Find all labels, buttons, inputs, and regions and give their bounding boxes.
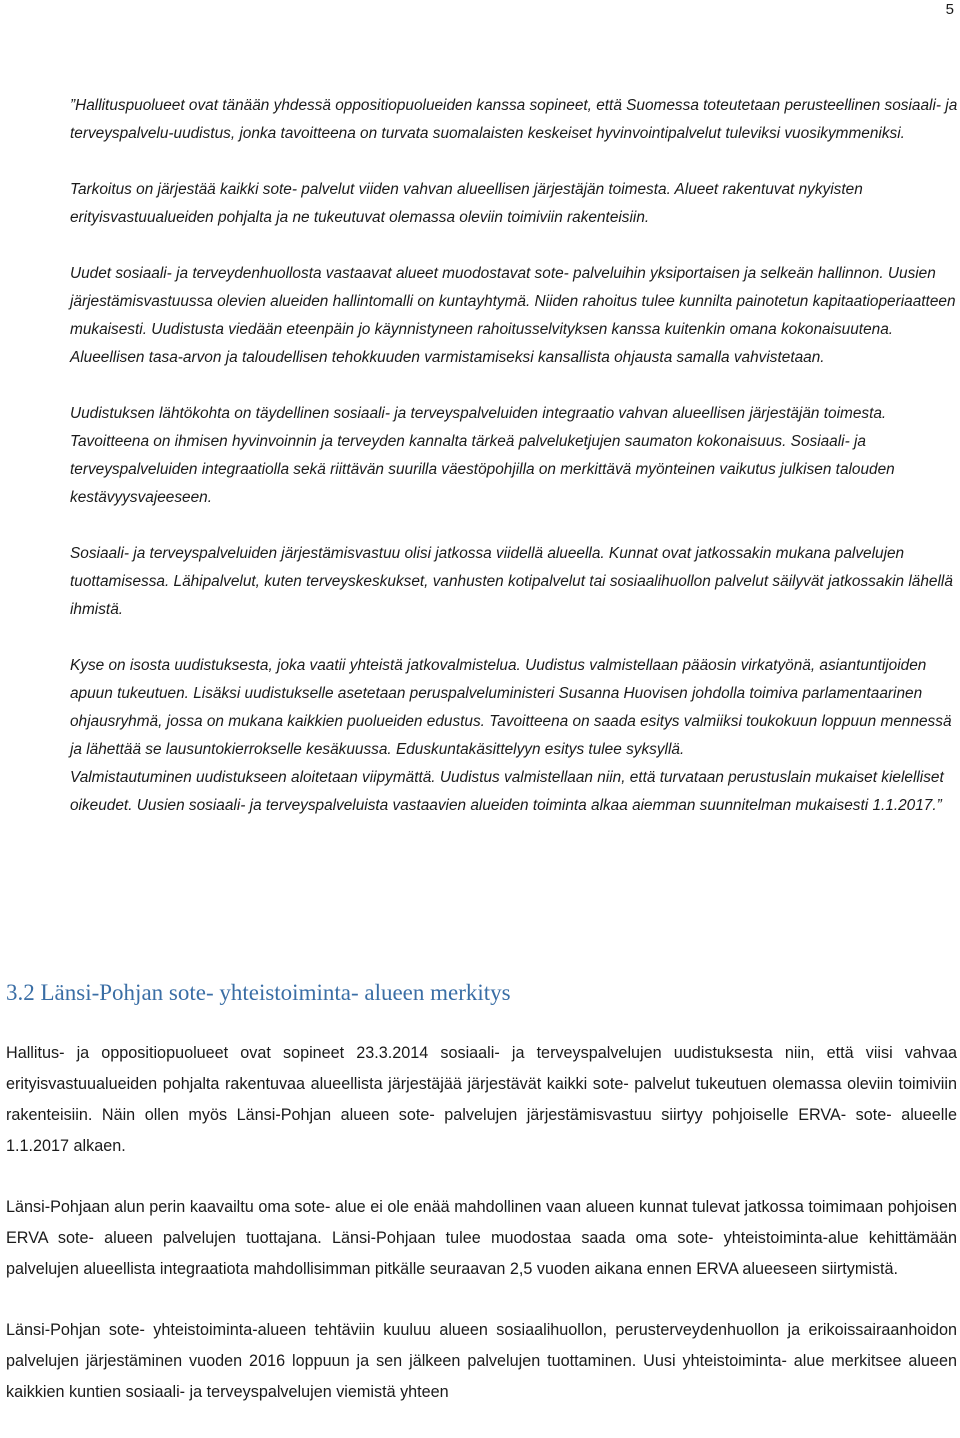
quote-paragraph: Tarkoitus on järjestää kaikki sote- palvelut viiden vahvan alueellisen järjestäjän toimesta. Alueet rakentuvat nykyisten erityisvastuualueiden pohjalta ja ne tukeutuvat olemassa oleviin toimiviin rakenteisiin. — [70, 181, 863, 226]
quote-paragraph: Valmistautuminen uudistukseen aloitetaan viipymättä. Uudistus valmistellaan niin, että turvataan perustuslain mukaiset kielelliset oikeudet. Uusien sosiaali- ja terveyspalveluista vastaavien alueiden toiminta alkaa aiemman suunnitelman mukaisesti 1.1.2017.” — [70, 769, 944, 814]
quote-paragraph: Uudet sosiaali- ja terveydenhuollosta vastaavat alueet muodostavat sote- palveluihin yksiportaisen ja selkeän hallinnon. Uusien järjestämisvastuussa olevien alueiden hallintomalli on kuntayhtymä. Niiden rahoitus tulee kunnilta painotetun kapitaatioperiaatteen mukaisesti. Uudistusta viedään eteenpäin jo käynnistyneen rahoitusselvityksen kanssa kuitenkin omana kokonaisuutena. Alueellisen tasa-arvon ja taloudellisen tehokkuuden varmistamiseksi kansallista ohjausta samalla vahvistetaan. — [70, 265, 956, 366]
body-paragraph: Länsi-Pohjaan alun perin kaavailtu oma sote- alue ei ole enää mahdollinen vaan alueen kunnat tulevat jatkossa toimimaan pohjoisen ERVA sote- alueen palvelujen tuottajana. Länsi-Pohjaan tulee muodostaa saada oma sote- yhteistoiminta-alue kehittämään palvelujen alueellista integraatiota mahdollisimman pitkälle seuraavan 2,5 vuoden aikana ennen ERVA alueeseen siirtymistä. — [6, 1198, 957, 1278]
quote-paragraph: Uudistuksen lähtökohta on täydellinen sosiaali- ja terveyspalveluiden integraatio vahvan alueellisen järjestäjän toimesta. Tavoitteena on ihmisen hyvinvoinnin ja terveyden kannalta tärkeä palveluketjujen saumaton kokonaisuus. Sosiaali- ja terveyspalveluiden integraatiolla sekä riittävän suurilla väestöpohjilla on merkittävä myönteinen vaikutus julkisen talouden kestävyysvajeeseen. — [70, 405, 895, 506]
quote-paragraph: ”Hallituspuolueet ovat tänään yhdessä oppositiopuolueiden kanssa sopineet, että Suomessa toteutetaan perusteellinen sosiaali- ja terveyspalvelu-uudistus, jonka tavoitteena on turvata suomalaisten keskeiset hyvinvointipalvelut tuleviksi vuosikymmeniksi. — [70, 97, 958, 142]
body-paragraph: Hallitus- ja oppositiopuolueet ovat sopineet 23.3.2014 sosiaali- ja terveyspalvelujen uudistuksesta niin, että viisi vahvaa erityisvastuualueiden pohjalta rakentuvaa alueellista järjestäjää järjestävät kaikki sote- palvelut tukeutuen olemassa oleviin toimiviin rakenteisiin. Näin ollen myös Länsi-Pohjan alueen sote- palvelujen järjestämisvastuu siirtyy pohjoiselle ERVA- sote- alueelle 1.1.2017 alkaen. — [6, 1044, 957, 1155]
quote-paragraph: Kyse on isosta uudistuksesta, joka vaatii yhteistä jatkovalmistelua. Uudistus valmistellaan pääosin virkatyönä, asiantuntijoiden apuun tukeutuen. Lisäksi uudistukselle asetetaan peruspalveluministeri Susanna Huovisen johdolla toimiva parlamentaarinen ohjausryhmä, jossa on mukana kaikkien puolueiden edustus. Tavoitteena on saada esitys valmiiksi toukokuun loppuun mennessä ja lähettää se lausuntokierrokselle kesäkuussa. Eduskuntakäsittelyyn esitys tulee syksyllä. — [70, 657, 952, 758]
section-heading: 3.2 Länsi-Pohjan sote- yhteistoiminta- alueen merkitys — [6, 980, 511, 1005]
quote-paragraph: Sosiaali- ja terveyspalveluiden järjestämisvastuu olisi jatkossa viidellä alueella. Kunnat ovat jatkossakin mukana palvelujen tuottamisessa. Lähipalvelut, kuten terveyskeskukset, vanhusten kotipalvelut tai sosiaalihuollon palvelut säilyvät jatkossakin lähellä ihmistä. — [70, 545, 953, 618]
section-body — [6, 1038, 957, 1438]
body-paragraph: Länsi-Pohjan sote- yhteistoiminta-alueen tehtäviin kuuluu alueen sosiaalihuollon, perusterveydenhuollon ja erikoissairaanhoidon palvelujen järjestäminen vuoden 2016 loppuun ja sen jälkeen palvelujen tuottaminen. Uusi yhteistoiminta- alue merkitsee alueen kaikkien kuntien sosiaali- ja terveyspalvelujen viemistä yhteen — [6, 1321, 957, 1401]
government-quote-block — [70, 92, 958, 820]
page-number: 5 — [945, 1, 954, 18]
